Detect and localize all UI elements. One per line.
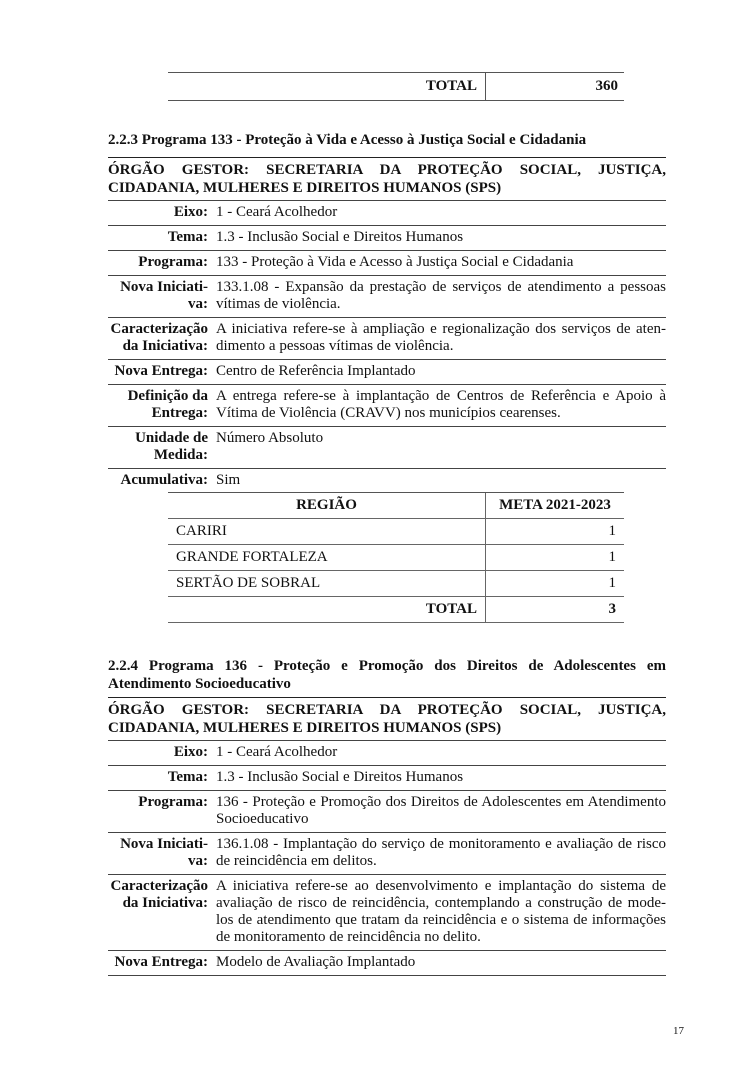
row-unidade-medida [108, 427, 666, 469]
total-label: TOTAL [168, 73, 486, 100]
total-value: 3 [486, 597, 625, 623]
row-eixo [108, 741, 666, 766]
row-caracterizacao [108, 318, 666, 360]
row-nova-entrega [108, 951, 666, 976]
row-definicao-entrega [108, 385, 666, 427]
total-label: TOTAL [168, 597, 486, 623]
field-label: Caracterização da Iniciativa: [110, 878, 208, 911]
table-row [168, 519, 624, 545]
orgao-line-1: ÓRGÃO GESTOR: SECRETARIA DA PROTEÇÃO SOCIAL, JUSTIÇA, [108, 162, 666, 178]
field-value: A entrega refere-se à implantação de Centros de Referência e Apoio à Vítima de Violência (CRAVV) nos municípios cearenses. [216, 388, 666, 421]
field-label: Tema: [167, 769, 208, 785]
row-acumulativa [108, 469, 666, 493]
meta-cell: 1 [486, 571, 625, 597]
field-value: 1.3 - Inclusão Social e Direitos Humanos [216, 229, 464, 245]
field-value: 1.3 - Inclusão Social e Direitos Humanos [216, 769, 464, 785]
field-value: 136.1.08 - Implantação do serviço de monitoramento e avaliação de risco de reincidência em delitos. [216, 836, 666, 869]
field-value: Número Absoluto [216, 430, 324, 446]
row-programa [108, 791, 666, 833]
field-label: Nova Iniciati-va: [120, 279, 208, 312]
row-caracterizacao [108, 875, 666, 951]
field-label: Tema: [167, 229, 208, 245]
orgao-gestor-heading [108, 697, 666, 741]
field-value: 133.1.08 - Expansão da prestação de serviços de atendimento a pessoas vítimas de violência. [216, 279, 666, 312]
meta-regiao-table [168, 492, 624, 623]
table-row [168, 545, 624, 571]
field-label: Nova Iniciati-va: [120, 836, 208, 869]
program-136-block [108, 697, 666, 976]
section-title-2-2-4: 2.2.4 Programa 136 - Proteção e Promoção dos Direitos de Adolescentes em Atendimento Socioeducativo [108, 658, 666, 692]
orgao-line-1: ÓRGÃO GESTOR: SECRETARIA DA PROTEÇÃO SOCIAL, JUSTIÇA, [108, 702, 666, 718]
table-total-row [168, 597, 624, 623]
field-label: Eixo: [173, 744, 208, 760]
row-nova-entrega [108, 360, 666, 385]
field-value: Sim [216, 472, 241, 488]
field-value: 1 - Ceará Acolhedor [216, 204, 338, 220]
field-value: Centro de Referência Implantado [216, 363, 416, 379]
field-label: Programa: [138, 254, 208, 270]
row-nova-iniciativa [108, 833, 666, 875]
row-tema [108, 226, 666, 251]
field-label: Unidade de Medida: [135, 430, 208, 463]
field-label: Programa: [138, 794, 208, 810]
table-header-row [168, 493, 624, 519]
regiao-cell: CARIRI [168, 519, 486, 545]
field-value: 133 - Proteção à Vida e Acesso à Justiça Social e Cidadania [216, 254, 574, 270]
row-tema [108, 766, 666, 791]
previous-table-total-row [168, 72, 624, 101]
orgao-line-2: CIDADANIA, MULHERES E DIREITOS HUMANOS (SPS) [108, 180, 502, 196]
field-label: Definição da Entrega: [127, 388, 208, 421]
field-value: A iniciativa refere-se ao desenvolvimento e implantação do sistema de avaliação de risco de reincidência, contemplando a construção de mode-los de atendimento que tratam da reincidência e o sistema de informações de monitoramento de reincidência no delito. [216, 878, 666, 945]
header-meta: META 2021-2023 [486, 493, 625, 519]
header-regiao: REGIÃO [168, 493, 486, 519]
table-row [168, 571, 624, 597]
row-nova-iniciativa [108, 276, 666, 318]
row-eixo [108, 201, 666, 226]
field-value: Modelo de Avaliação Implantado [216, 954, 416, 970]
field-label: Nova Entrega: [114, 363, 208, 379]
total-value: 360 [595, 78, 618, 94]
meta-cell: 1 [486, 519, 625, 545]
row-programa [108, 251, 666, 276]
field-label: Eixo: [173, 204, 208, 220]
field-value: 136 - Proteção e Promoção dos Direitos de Adolescentes em Atendimento Socioeducativo [216, 794, 666, 827]
field-value: 1 - Ceará Acolhedor [216, 744, 338, 760]
meta-cell: 1 [486, 545, 625, 571]
regiao-cell: SERTÃO DE SOBRAL [168, 571, 486, 597]
page-number: 17 [673, 1025, 684, 1037]
regiao-cell: GRANDE FORTALEZA [168, 545, 486, 571]
field-label: Caracterização da Iniciativa: [110, 321, 208, 354]
field-label: Nova Entrega: [114, 954, 208, 970]
field-label: Acumulativa: [120, 472, 208, 488]
orgao-line-2: CIDADANIA, MULHERES E DIREITOS HUMANOS (SPS) [108, 720, 502, 736]
field-value: A iniciativa refere-se à ampliação e regionalização dos serviços de aten-dimento a pessoas vítimas de violência. [216, 321, 666, 354]
orgao-gestor-heading [108, 157, 666, 201]
program-133-block [108, 157, 666, 493]
section-title-2-2-3: 2.2.3 Programa 133 - Proteção à Vida e Acesso à Justiça Social e Cidadania [108, 132, 587, 148]
